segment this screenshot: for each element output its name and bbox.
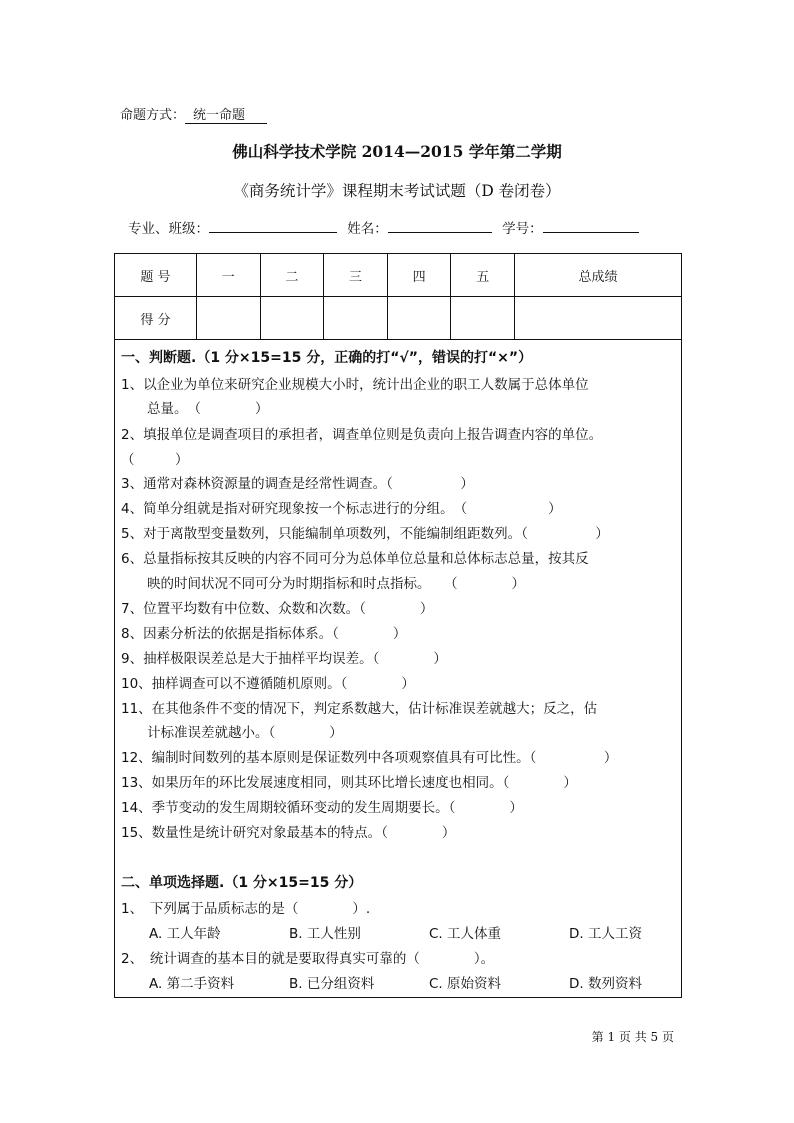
score-cell[interactable] xyxy=(451,297,515,340)
student-id-field[interactable] xyxy=(543,218,639,233)
choice-option: A. 工人年龄 xyxy=(149,926,221,942)
exam-mode xyxy=(120,104,267,124)
score-table xyxy=(114,253,682,340)
column-header: 一 xyxy=(197,254,261,297)
choice-question-2: 2、 统计调查的基本目的就是要取得真实可靠的（ ）。 xyxy=(121,951,495,967)
choice-question-1: 1、 下列属于品质标志的是（ ）. xyxy=(121,901,371,917)
question-6: 6、总量指标按其反映的内容不同可分为总体单位总量和总体标志总量，按其反 xyxy=(121,551,589,567)
score-table-header-row xyxy=(115,254,682,297)
student-info-line xyxy=(128,217,639,237)
choice-option: C. 原始资料 xyxy=(429,976,502,992)
column-header: 总成绩 xyxy=(515,254,682,297)
question-10: 10、抽样调查可以不遵循随机原则。（ ） xyxy=(121,676,415,692)
choice-option: D. 数列资料 xyxy=(569,976,642,992)
section1-heading: 一、判断题.（1 分×15=15 分，正确的打“√”，错误的打“×”） xyxy=(121,350,533,366)
score-cell[interactable] xyxy=(387,297,451,340)
question-1: 1、以企业为单位来研究企业规模大小时，统计出企业的职工人数属于总体单位 xyxy=(121,377,589,393)
choice-option: D. 工人工资 xyxy=(569,926,642,942)
question-4: 4、简单分组就是指对研究现象按一个标志进行的分组。 （ ） xyxy=(121,501,562,517)
question-6-cont: 映的时间状况不同可分为时期指标和时点指标。 （ ） xyxy=(147,576,525,592)
choice-option: C. 工人体重 xyxy=(429,926,502,942)
choice-option: B. 工人性别 xyxy=(289,926,361,942)
exam-mode-label: 命题方式： xyxy=(120,108,186,123)
exam-mode-value: 统一命题 xyxy=(185,104,267,124)
name-label: 姓名： xyxy=(347,221,388,237)
choice-option: B. 已分组资料 xyxy=(289,976,375,992)
page-number: 第 1 页 共 5 页 xyxy=(591,1030,674,1044)
question-11-cont: 计标准误差就越小。（ ） xyxy=(147,725,343,741)
exam-title: 佛山科学技术学院 2014—2015 学年第二学期 xyxy=(232,142,562,161)
section2-heading: 二、单项选择题.（1 分×15=15 分） xyxy=(121,875,363,891)
score-cell[interactable] xyxy=(260,297,324,340)
question-9: 9、抽样极限误差总是大于抽样平均误差。（ ） xyxy=(121,651,447,667)
score-table-score-row xyxy=(115,297,682,340)
questions-box xyxy=(114,337,682,998)
choice-option: A. 第二手资料 xyxy=(149,976,235,992)
column-header: 二 xyxy=(260,254,324,297)
question-13: 13、如果历年的环比发展速度相同，则其环比增长速度也相同。（ ） xyxy=(121,775,577,791)
question-11: 11、在其他条件不变的情况下，判定系数越大，估计标准误差就越大；反之，估 xyxy=(121,701,598,717)
major-class-label: 专业、班级： xyxy=(128,221,209,237)
question-14: 14、季节变动的发生周期较循环变动的发生周期要长。（ ） xyxy=(121,800,523,816)
question-3: 3、通常对森林资源量的调查是经常性调查。（ ） xyxy=(121,476,474,492)
question-1-cont: 总量。 （ ） xyxy=(147,401,269,417)
question-7: 7、位置平均数有中位数、众数和次数。（ ） xyxy=(121,601,434,617)
question-2-cont: （ ） xyxy=(121,452,189,468)
score-label: 得 分 xyxy=(115,297,197,340)
question-12: 12、编制时间数列的基本原则是保证数列中各项观察值具有可比性。（ ） xyxy=(121,750,618,766)
exam-subtitle: 《商务统计学》课程期末考试试题（D 卷闭卷） xyxy=(233,182,561,200)
score-cell[interactable] xyxy=(324,297,388,340)
score-cell[interactable] xyxy=(515,297,682,340)
column-header: 三 xyxy=(324,254,388,297)
student-id-label: 学号： xyxy=(502,221,543,237)
name-field[interactable] xyxy=(388,218,492,233)
major-class-field[interactable] xyxy=(209,218,337,233)
question-15: 15、数量性是统计研究对象最基本的特点。（ ） xyxy=(121,825,456,841)
question-number-label: 题 号 xyxy=(115,254,197,297)
column-header: 五 xyxy=(451,254,515,297)
column-header: 四 xyxy=(387,254,451,297)
question-5: 5、对于离散型变量数列，只能编制单项数列，不能编制组距数列。（ ） xyxy=(121,526,609,542)
question-2: 2、填报单位是调查项目的承担者，调查单位则是负责向上报告调查内容的单位。 xyxy=(121,427,603,443)
score-cell[interactable] xyxy=(197,297,261,340)
question-8: 8、因素分析法的依据是指标体系。（ ） xyxy=(121,626,407,642)
